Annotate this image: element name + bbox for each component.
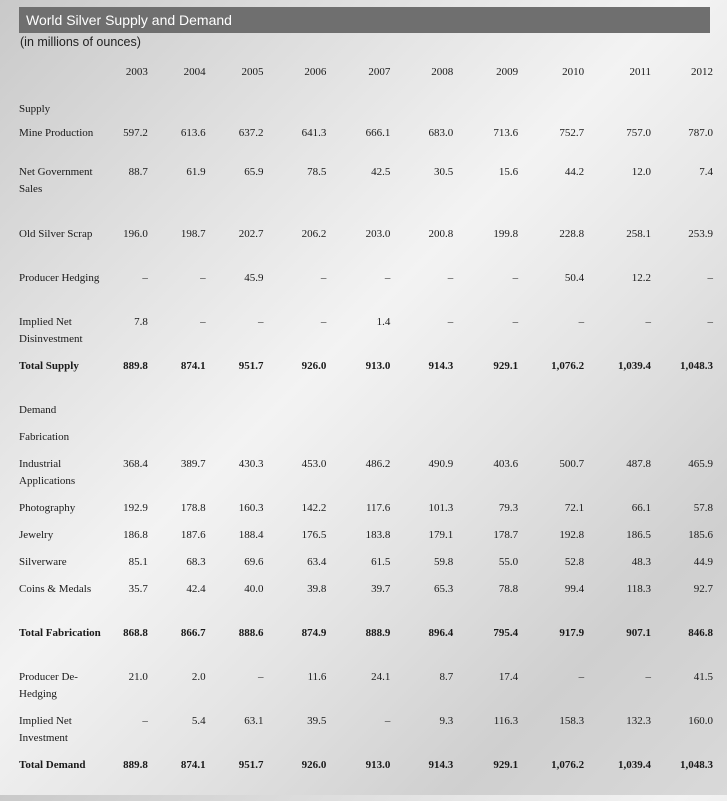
cell-value: 118.3 <box>626 583 652 595</box>
year-header-row <box>19 66 713 94</box>
cell-value: 186.8 <box>123 529 148 541</box>
cell-value: 178.7 <box>493 529 519 541</box>
cell-value: 116.3 <box>493 715 519 727</box>
cell-value: 465.9 <box>688 458 713 470</box>
cell-value: 500.7 <box>559 458 585 470</box>
cell-value: 9.3 <box>439 715 454 727</box>
cell-value: 7.4 <box>699 166 713 178</box>
cell-value: 179.1 <box>428 529 454 541</box>
cell-value: 88.7 <box>128 166 148 178</box>
cell-value: 430.3 <box>238 458 264 470</box>
cell-value: 44.2 <box>564 166 585 178</box>
cell-value: 874.1 <box>180 360 206 372</box>
row-label: Producer Hedging <box>19 272 100 284</box>
cell-value: 24.1 <box>371 671 391 683</box>
cell-value: 486.2 <box>365 458 391 470</box>
cell-value: – <box>645 316 652 328</box>
cell-value: 1,076.2 <box>551 360 585 372</box>
cell-value: 59.8 <box>433 556 454 568</box>
cell-value: 15.6 <box>498 166 519 178</box>
cell-value: 72.1 <box>564 502 585 514</box>
cell-value: – <box>142 715 148 727</box>
cell-value: 1,048.3 <box>680 759 713 771</box>
cell-value: 39.8 <box>307 583 327 595</box>
cell-value: – <box>447 272 454 284</box>
section-supply-row <box>19 94 713 120</box>
cell-value: 1.4 <box>376 316 391 328</box>
cell-value: 65.3 <box>433 583 454 595</box>
cell-value: 7.8 <box>134 316 148 328</box>
row-label: Coins & Medals <box>19 583 92 595</box>
cell-value: 8.7 <box>439 671 454 683</box>
cell-value: 57.8 <box>693 502 713 514</box>
row-label: Industrial Applications <box>19 458 76 487</box>
cell-value: 192.9 <box>123 502 148 514</box>
cell-value: 42.4 <box>186 583 206 595</box>
section-fabrication-row <box>19 429 713 456</box>
row-label: Old Silver Scrap <box>19 228 93 240</box>
cell-value: 389.7 <box>180 458 206 470</box>
cell-value: 12.0 <box>631 166 652 178</box>
cell-value: 99.4 <box>564 583 585 595</box>
cell-value: – <box>200 316 206 328</box>
cell-value: 5.4 <box>191 715 206 727</box>
cell-value: – <box>384 272 391 284</box>
cell-value: – <box>320 272 327 284</box>
cell-value: 52.8 <box>564 556 585 568</box>
cell-value: 907.1 <box>626 627 652 639</box>
cell-value: 44.9 <box>693 556 713 568</box>
year-header: 2006 <box>304 66 327 78</box>
cell-value: 65.9 <box>244 166 264 178</box>
cell-value: 40.0 <box>244 583 264 595</box>
year-header: 2003 <box>125 66 148 78</box>
row-label: Photography <box>19 502 76 514</box>
cell-value: 192.8 <box>559 529 585 541</box>
cell-value: 490.9 <box>428 458 454 470</box>
row-label: Implied Net Investment <box>19 715 72 744</box>
cell-value: – <box>200 272 206 284</box>
cell-value: 199.8 <box>493 228 519 240</box>
cell-value: 78.5 <box>307 166 327 178</box>
cell-value: 914.3 <box>428 759 454 771</box>
cell-value: 787.0 <box>688 127 713 139</box>
cell-value: 30.5 <box>433 166 454 178</box>
cell-value: – <box>512 272 519 284</box>
cell-value: 896.4 <box>428 627 454 639</box>
cell-value: 196.0 <box>123 228 148 240</box>
cell-value: – <box>258 671 264 683</box>
row-label: Implied Net Disinvestment <box>19 316 83 345</box>
cell-value: 874.9 <box>301 627 327 639</box>
cell-value: – <box>578 671 585 683</box>
cell-value: 39.7 <box>371 583 391 595</box>
cell-value: 889.8 <box>123 759 148 771</box>
cell-value: 200.8 <box>428 228 454 240</box>
cell-value: 913.0 <box>365 360 391 372</box>
cell-value: 2.0 <box>191 671 206 683</box>
cell-value: 176.5 <box>301 529 327 541</box>
table-row-implied-net-disinvestment <box>19 314 713 358</box>
cell-value: 42.5 <box>371 166 391 178</box>
cell-value: 637.2 <box>238 127 264 139</box>
row-label: Total Fabrication <box>19 627 101 639</box>
year-header: 2009 <box>496 66 519 78</box>
cell-value: 1,076.2 <box>551 759 585 771</box>
cell-value: 63.1 <box>244 715 264 727</box>
cell-value: 403.6 <box>493 458 519 470</box>
cell-value: 50.4 <box>564 272 585 284</box>
year-header: 2010 <box>562 66 585 78</box>
cell-value: 846.8 <box>688 627 713 639</box>
year-header: 2005 <box>241 66 264 78</box>
silver-supply-demand-table <box>19 66 713 801</box>
cell-value: 206.2 <box>301 228 327 240</box>
cell-value: 795.4 <box>493 627 519 639</box>
table-row-mine-production <box>19 120 713 164</box>
cell-value: 45.9 <box>244 272 264 284</box>
cell-value: 68.3 <box>186 556 206 568</box>
cell-value: 868.8 <box>123 627 148 639</box>
cell-value: 1,039.4 <box>618 759 652 771</box>
cell-value: 1,039.4 <box>618 360 652 372</box>
cell-value: 914.3 <box>428 360 454 372</box>
cell-value: 889.8 <box>123 360 148 372</box>
section-demand: Demand <box>19 404 57 416</box>
cell-value: 92.7 <box>693 583 713 595</box>
table-title: World Silver Supply and Demand <box>19 7 710 33</box>
row-label: Producer De-Hedging <box>19 671 78 700</box>
cell-value: 926.0 <box>301 360 327 372</box>
cell-value: 85.1 <box>128 556 148 568</box>
cell-value: 21.0 <box>128 671 148 683</box>
cell-value: 78.8 <box>498 583 519 595</box>
year-header: 2007 <box>368 66 391 78</box>
cell-value: 202.7 <box>238 228 264 240</box>
cell-value: 66.1 <box>631 502 652 514</box>
cell-value: 929.1 <box>493 360 519 372</box>
cell-value: 713.6 <box>493 127 519 139</box>
cell-value: – <box>447 316 454 328</box>
cell-value: – <box>645 671 652 683</box>
cell-value: 35.7 <box>128 583 148 595</box>
cell-value: 926.0 <box>301 759 327 771</box>
cell-value: – <box>707 316 713 328</box>
table-row-producer-hedging <box>19 270 713 314</box>
cell-value: 39.5 <box>307 715 327 727</box>
section-demand-row <box>19 402 713 429</box>
table-row-total-demand <box>19 757 713 801</box>
cell-value: 1,048.3 <box>680 360 713 372</box>
cell-value: 453.0 <box>301 458 327 470</box>
cell-value: 951.7 <box>238 360 264 372</box>
cell-value: 752.7 <box>559 127 585 139</box>
cell-value: 17.4 <box>498 671 519 683</box>
cell-value: 117.6 <box>365 502 391 514</box>
cell-value: 187.6 <box>180 529 206 541</box>
cell-value: 178.8 <box>180 502 206 514</box>
cell-value: 917.9 <box>559 627 585 639</box>
row-label: Total Demand <box>19 759 86 771</box>
cell-value: 888.6 <box>238 627 264 639</box>
table-row-coins-medals <box>19 581 713 625</box>
table-row-total-supply <box>19 358 713 402</box>
cell-value: 61.5 <box>371 556 391 568</box>
year-header: 2011 <box>629 66 652 78</box>
cell-value: 951.7 <box>238 759 264 771</box>
cell-value: 874.1 <box>180 759 206 771</box>
cell-value: 41.5 <box>693 671 713 683</box>
cell-value: 101.3 <box>428 502 454 514</box>
cell-value: 185.6 <box>688 529 713 541</box>
cell-value: 55.0 <box>498 556 519 568</box>
cell-value: 48.3 <box>631 556 652 568</box>
cell-value: 132.3 <box>626 715 652 727</box>
cell-value: 929.1 <box>493 759 519 771</box>
cell-value: – <box>578 316 585 328</box>
row-label: Net Government Sales <box>19 166 93 195</box>
table-row-silverware <box>19 554 713 581</box>
cell-value: 597.2 <box>123 127 148 139</box>
cell-value: 160.3 <box>238 502 264 514</box>
cell-value: 160.0 <box>688 715 713 727</box>
cell-value: 641.3 <box>301 127 327 139</box>
table-row-net-government-sales <box>19 164 713 226</box>
cell-value: 258.1 <box>626 228 652 240</box>
cell-value: 666.1 <box>365 127 391 139</box>
year-header: 2008 <box>431 66 454 78</box>
table-subtitle: (in millions of ounces) <box>20 35 141 49</box>
cell-value: 228.8 <box>559 228 585 240</box>
cell-value: 866.7 <box>180 627 206 639</box>
cell-value: 203.0 <box>365 228 391 240</box>
cell-value: 757.0 <box>626 127 652 139</box>
row-label: Jewelry <box>19 529 54 541</box>
cell-value: 69.6 <box>244 556 264 568</box>
cell-value: 888.9 <box>365 627 391 639</box>
cell-value: 63.4 <box>307 556 327 568</box>
cell-value: 61.9 <box>186 166 206 178</box>
row-label: Silverware <box>19 556 67 568</box>
cell-value: 198.7 <box>180 228 206 240</box>
cell-value: 188.4 <box>238 529 264 541</box>
table-row-implied-net-investment <box>19 713 713 757</box>
cell-value: 142.2 <box>301 502 327 514</box>
row-label: Total Supply <box>19 360 79 372</box>
cell-value: – <box>512 316 519 328</box>
year-header: 2004 <box>183 66 206 78</box>
cell-value: – <box>320 316 327 328</box>
table-row-old-silver-scrap <box>19 226 713 270</box>
cell-value: 183.8 <box>365 529 391 541</box>
table-row-producer-dehedging <box>19 669 713 713</box>
year-header: 2012 <box>691 66 713 78</box>
cell-value: 913.0 <box>365 759 391 771</box>
cell-value: 613.6 <box>180 127 206 139</box>
table-row-total-fabrication <box>19 625 713 669</box>
section-fabrication: Fabrication <box>19 431 70 443</box>
cell-value: – <box>707 272 713 284</box>
section-supply: Supply <box>19 103 51 115</box>
row-label: Mine Production <box>19 127 94 139</box>
cell-value: 158.3 <box>559 715 585 727</box>
cell-value: – <box>384 715 391 727</box>
cell-value: – <box>142 272 148 284</box>
cell-value: 683.0 <box>428 127 454 139</box>
cell-value: 11.6 <box>307 671 327 683</box>
cell-value: 186.5 <box>626 529 652 541</box>
cell-value: 368.4 <box>123 458 148 470</box>
cell-value: 253.9 <box>688 228 713 240</box>
cell-value: 12.2 <box>631 272 652 284</box>
cell-value: – <box>258 316 264 328</box>
table-row-jewelry <box>19 527 713 554</box>
cell-value: 487.8 <box>626 458 652 470</box>
table-row-photography <box>19 500 713 527</box>
cell-value: 79.3 <box>498 502 519 514</box>
header-blank <box>19 66 110 94</box>
table-row-industrial-applications <box>19 456 713 500</box>
